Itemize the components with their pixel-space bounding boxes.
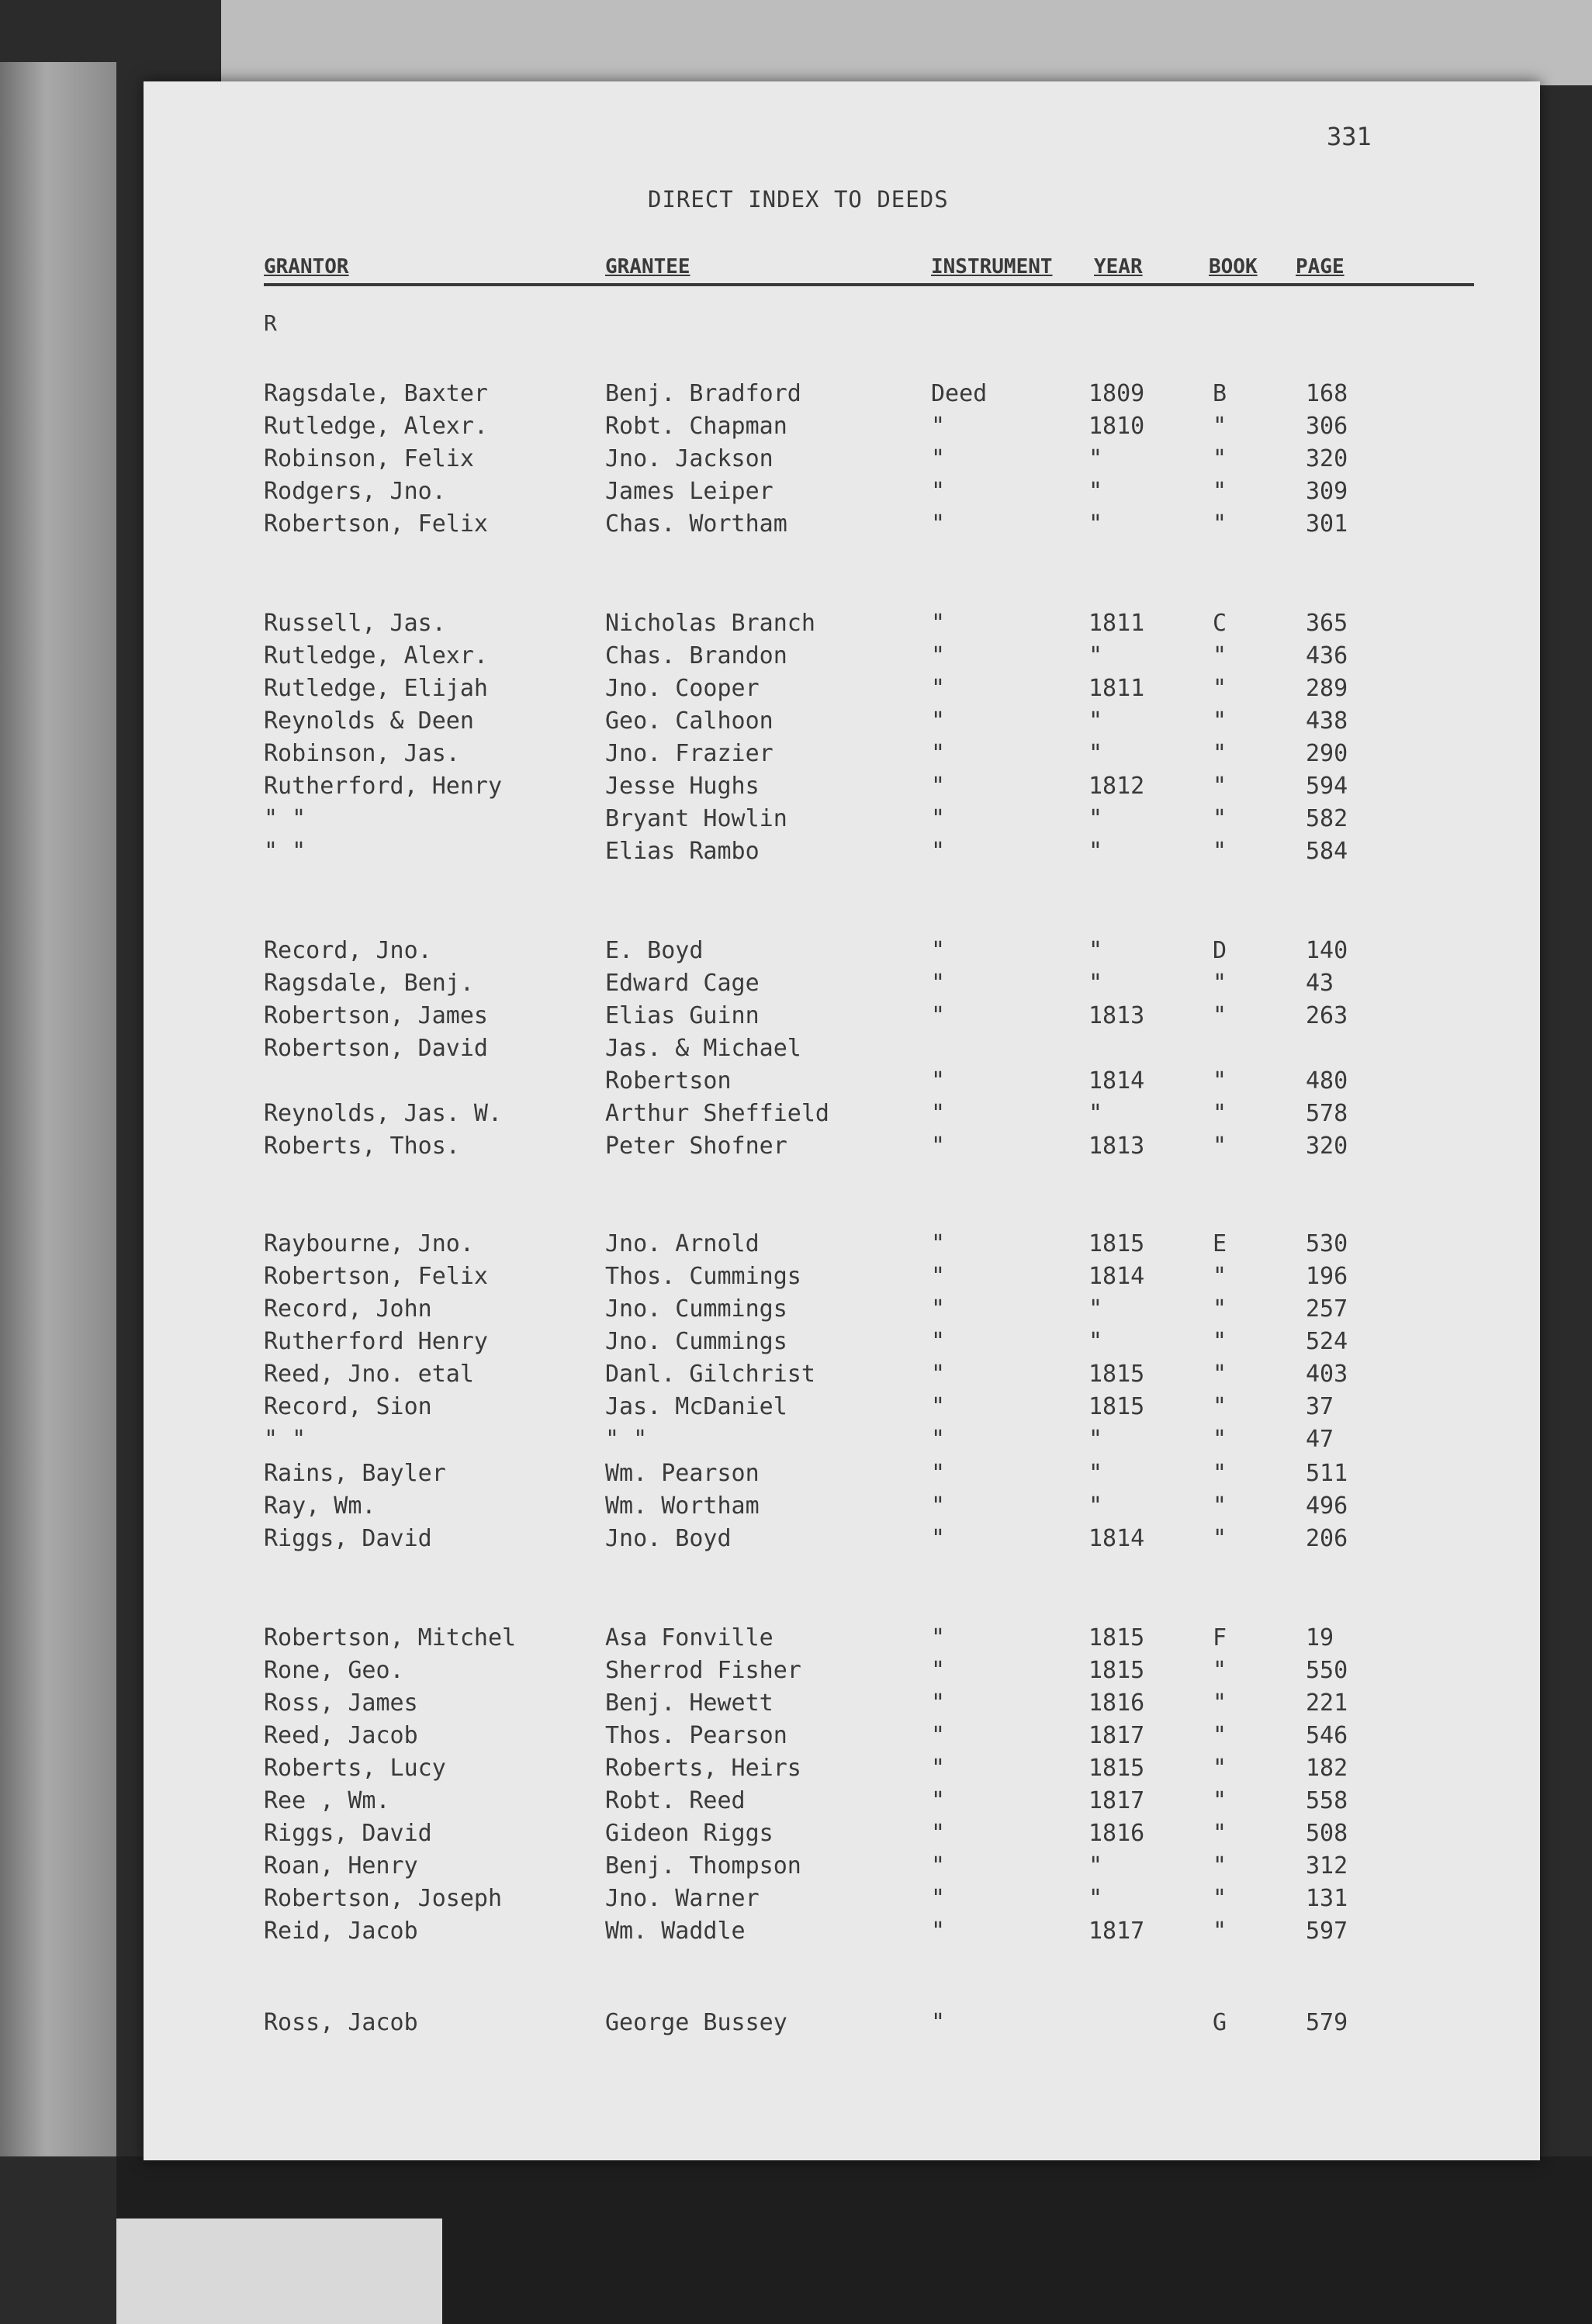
- cell-page: 579: [1306, 2009, 1348, 2036]
- table-row: [144, 1230, 1540, 1263]
- cell-instrument: ": [931, 413, 946, 440]
- cell-grantor: Robertson, Mitchel: [264, 1624, 517, 1651]
- cell-grantor: Rutherford Henry: [264, 1328, 488, 1355]
- table-row: [144, 1361, 1540, 1393]
- cell-page: 263: [1306, 1002, 1348, 1029]
- cell-book: ": [1213, 478, 1227, 505]
- cell-year: ": [1088, 805, 1103, 832]
- cell-book: ": [1213, 1918, 1227, 1945]
- cell-grantor: Robertson, James: [264, 1002, 488, 1029]
- cell-instrument: ": [931, 610, 946, 637]
- cell-grantee: Gideon Riggs: [605, 1820, 774, 1847]
- cell-page: 597: [1306, 1918, 1348, 1945]
- cell-instrument: ": [931, 1722, 946, 1749]
- table-row: [144, 1035, 1540, 1067]
- cell-year: ": [1088, 838, 1103, 865]
- cell-instrument: ": [931, 1295, 946, 1323]
- cell-grantee: Elias Guinn: [605, 1002, 760, 1029]
- table-row: [144, 1133, 1540, 1165]
- cell-grantee: Roberts, Heirs: [605, 1755, 801, 1782]
- cell-book: ": [1213, 838, 1227, 865]
- cell-book: ": [1213, 1689, 1227, 1717]
- cell-book: ": [1213, 1100, 1227, 1127]
- cell-page: 365: [1306, 610, 1348, 637]
- cell-page: 511: [1306, 1460, 1348, 1487]
- cell-grantee: Jno. Arnold: [605, 1230, 760, 1257]
- cell-page: 546: [1306, 1722, 1348, 1749]
- cell-grantee: Thos. Pearson: [605, 1722, 787, 1749]
- cell-book: ": [1213, 1295, 1227, 1323]
- cell-grantor: Rodgers, Jno.: [264, 478, 446, 505]
- cell-book: ": [1213, 1426, 1227, 1453]
- cell-grantee: Nicholas Branch: [605, 610, 815, 637]
- cell-page: 496: [1306, 1492, 1348, 1520]
- cell-grantee: Jno. Cooper: [605, 675, 760, 702]
- cell-grantee: " ": [605, 1426, 648, 1453]
- cell-year: 1817: [1088, 1918, 1145, 1945]
- cell-grantor: Rutherford, Henry: [264, 773, 503, 800]
- cell-instrument: ": [931, 707, 946, 735]
- cell-instrument: ": [931, 1460, 946, 1487]
- cell-instrument: ": [931, 1067, 946, 1095]
- cell-grantee: Jno. Warner: [605, 1885, 760, 1912]
- cell-page: 320: [1306, 1133, 1348, 1160]
- table-row: [144, 1295, 1540, 1328]
- cell-grantor: Robertson, Joseph: [264, 1885, 503, 1912]
- cell-book: G: [1213, 2009, 1227, 2036]
- cell-page: 168: [1306, 380, 1348, 407]
- cell-year: 1813: [1088, 1002, 1145, 1029]
- cell-book: ": [1213, 1755, 1227, 1782]
- table-row: [144, 445, 1540, 478]
- scan-bottom-card: [116, 2219, 442, 2324]
- cell-instrument: ": [931, 1002, 946, 1029]
- cell-year: 1809: [1088, 380, 1145, 407]
- cell-book: ": [1213, 1820, 1227, 1847]
- cell-book: ": [1213, 510, 1227, 538]
- cell-book: B: [1213, 380, 1227, 407]
- cell-book: ": [1213, 413, 1227, 440]
- table-row: [144, 1525, 1540, 1558]
- cell-grantee: Jno. Boyd: [605, 1525, 732, 1552]
- cell-page: 47: [1306, 1426, 1334, 1453]
- header-year: YEAR: [1094, 255, 1143, 278]
- adjacent-book-edge: [0, 62, 116, 2156]
- cell-instrument: ": [931, 1230, 946, 1257]
- cell-year: 1813: [1088, 1133, 1145, 1160]
- table-row: [144, 838, 1540, 870]
- cell-instrument: ": [931, 675, 946, 702]
- cell-grantor: Rains, Bayler: [264, 1460, 446, 1487]
- cell-grantee: Wm. Waddle: [605, 1918, 746, 1945]
- cell-grantee: Wm. Pearson: [605, 1460, 760, 1487]
- cell-year: 1811: [1088, 610, 1145, 637]
- cell-year: 1811: [1088, 675, 1145, 702]
- cell-year: 1817: [1088, 1787, 1145, 1814]
- cell-instrument: ": [931, 838, 946, 865]
- cell-instrument: ": [931, 1689, 946, 1717]
- table-row: [144, 1393, 1540, 1426]
- cell-grantee: Geo. Calhoon: [605, 707, 774, 735]
- table-row: [144, 1002, 1540, 1035]
- cell-year: 1814: [1088, 1263, 1145, 1290]
- cell-year: ": [1088, 1885, 1103, 1912]
- cell-year: 1814: [1088, 1525, 1145, 1552]
- cell-grantee: George Bussey: [605, 2009, 787, 2036]
- cell-page: 508: [1306, 1820, 1348, 1847]
- cell-instrument: ": [931, 740, 946, 767]
- cell-grantee: Sherrod Fisher: [605, 1657, 801, 1684]
- cell-grantee: Bryant Howlin: [605, 805, 787, 832]
- cell-instrument: ": [931, 1393, 946, 1420]
- cell-grantor: " ": [264, 1426, 306, 1453]
- cell-grantor: Reed, Jno. etal: [264, 1361, 474, 1388]
- cell-page: 582: [1306, 805, 1348, 832]
- cell-grantor: Roberts, Lucy: [264, 1755, 446, 1782]
- cell-instrument: ": [931, 642, 946, 669]
- cell-book: ": [1213, 1787, 1227, 1814]
- cell-instrument: ": [931, 1328, 946, 1355]
- table-row: [144, 1624, 1540, 1657]
- cell-book: ": [1213, 1393, 1227, 1420]
- cell-page: 403: [1306, 1361, 1348, 1388]
- cell-instrument: ": [931, 1852, 946, 1880]
- cell-grantee: Jno. Cummings: [605, 1328, 787, 1355]
- cell-grantee: Jas. & Michael: [605, 1035, 801, 1062]
- table-row: [144, 1328, 1540, 1361]
- cell-book: ": [1213, 1328, 1227, 1355]
- cell-year: ": [1088, 1328, 1103, 1355]
- table-row: [144, 413, 1540, 445]
- cell-grantee: Wm. Wortham: [605, 1492, 760, 1520]
- cell-grantor: Ray, Wm.: [264, 1492, 376, 1520]
- cell-book: ": [1213, 740, 1227, 767]
- cell-grantor: Reynolds & Deen: [264, 707, 474, 735]
- table-row: [144, 740, 1540, 773]
- cell-year: ": [1088, 445, 1103, 472]
- page-title: DIRECT INDEX TO DEEDS: [648, 186, 949, 213]
- cell-grantor: Reynolds, Jas. W.: [264, 1100, 503, 1127]
- cell-book: E: [1213, 1230, 1227, 1257]
- cell-page: 438: [1306, 707, 1348, 735]
- cell-book: ": [1213, 1361, 1227, 1388]
- cell-grantee: Arthur Sheffield: [605, 1100, 829, 1127]
- cell-grantor: Reed, Jacob: [264, 1722, 418, 1749]
- table-row: [144, 937, 1540, 970]
- cell-year: ": [1088, 970, 1103, 997]
- table-row: [144, 1820, 1540, 1852]
- cell-grantor: Rutledge, Alexr.: [264, 413, 488, 440]
- cell-book: ": [1213, 1002, 1227, 1029]
- cell-page: 301: [1306, 510, 1348, 538]
- cell-grantor: Record, John: [264, 1295, 432, 1323]
- cell-book: ": [1213, 1460, 1227, 1487]
- cell-grantor: Riggs, David: [264, 1820, 432, 1847]
- cell-book: ": [1213, 773, 1227, 800]
- cell-year: 1815: [1088, 1361, 1145, 1388]
- table-row: [144, 2009, 1540, 2042]
- table-row: [144, 773, 1540, 805]
- cell-grantee: Edward Cage: [605, 970, 760, 997]
- cell-page: 221: [1306, 1689, 1348, 1717]
- cell-year: 1816: [1088, 1820, 1145, 1847]
- cell-grantor: Robertson, Felix: [264, 510, 488, 538]
- cell-instrument: ": [931, 1657, 946, 1684]
- table-row: [144, 675, 1540, 707]
- cell-page: 480: [1306, 1067, 1348, 1095]
- cell-grantor: Raybourne, Jno.: [264, 1230, 474, 1257]
- table-row: [144, 1426, 1540, 1458]
- cell-grantee: Benj. Bradford: [605, 380, 801, 407]
- table-row: [144, 1460, 1540, 1492]
- table-row: [144, 1657, 1540, 1689]
- cell-year: 1815: [1088, 1755, 1145, 1782]
- cell-grantee: Jno. Cummings: [605, 1295, 787, 1323]
- cell-grantor: Robertson, Felix: [264, 1263, 488, 1290]
- cell-grantor: Roan, Henry: [264, 1852, 418, 1880]
- table-row: [144, 1492, 1540, 1525]
- cell-grantor: Robertson, David: [264, 1035, 488, 1062]
- cell-grantee: Thos. Cummings: [605, 1263, 801, 1290]
- table-row: [144, 610, 1540, 642]
- cell-page: 306: [1306, 413, 1348, 440]
- cell-grantor: Reid, Jacob: [264, 1918, 418, 1945]
- document-page: [144, 81, 1540, 2160]
- cell-page: 182: [1306, 1755, 1348, 1782]
- table-row: [144, 1722, 1540, 1755]
- cell-book: F: [1213, 1624, 1227, 1651]
- table-row: [144, 1100, 1540, 1133]
- table-row: [144, 1918, 1540, 1950]
- cell-year: 1815: [1088, 1393, 1145, 1420]
- cell-instrument: ": [931, 510, 946, 538]
- cell-book: ": [1213, 1722, 1227, 1749]
- table-row: [144, 1689, 1540, 1722]
- cell-grantee: Robertson: [605, 1067, 732, 1095]
- cell-instrument: Deed: [931, 380, 988, 407]
- cell-year: ": [1088, 937, 1103, 964]
- cell-book: ": [1213, 1067, 1227, 1095]
- cell-book: D: [1213, 937, 1227, 964]
- table-row: [144, 1852, 1540, 1885]
- cell-book: ": [1213, 445, 1227, 472]
- table-row: [144, 1263, 1540, 1295]
- table-row: [144, 970, 1540, 1002]
- cell-grantor: Rutledge, Alexr.: [264, 642, 488, 669]
- cell-instrument: ": [931, 1624, 946, 1651]
- cell-year: 1814: [1088, 1067, 1145, 1095]
- section-letter: R: [264, 310, 277, 336]
- table-row: [144, 707, 1540, 740]
- cell-year: 1816: [1088, 1689, 1145, 1717]
- cell-grantee: Jno. Frazier: [605, 740, 774, 767]
- cell-page: 37: [1306, 1393, 1334, 1420]
- header-grantee: GRANTEE: [605, 255, 690, 278]
- cell-instrument: ": [931, 1361, 946, 1388]
- cell-year: 1815: [1088, 1624, 1145, 1651]
- cell-year: 1812: [1088, 773, 1145, 800]
- cell-grantor: Roberts, Thos.: [264, 1133, 460, 1160]
- cell-page: 196: [1306, 1263, 1348, 1290]
- cell-page: 436: [1306, 642, 1348, 669]
- cell-grantee: Danl. Gilchrist: [605, 1361, 815, 1388]
- cell-page: 290: [1306, 740, 1348, 767]
- cell-book: ": [1213, 707, 1227, 735]
- cell-grantor: Ragsdale, Benj.: [264, 970, 474, 997]
- cell-year: ": [1088, 1295, 1103, 1323]
- cell-page: 550: [1306, 1657, 1348, 1684]
- cell-grantee: Benj. Hewett: [605, 1689, 774, 1717]
- cell-instrument: ": [931, 1492, 946, 1520]
- cell-page: 578: [1306, 1100, 1348, 1127]
- cell-book: ": [1213, 1492, 1227, 1520]
- cell-book: ": [1213, 1263, 1227, 1290]
- cell-grantee: Elias Rambo: [605, 838, 760, 865]
- header-page: PAGE: [1296, 255, 1345, 278]
- cell-grantor: " ": [264, 805, 306, 832]
- cell-instrument: ": [931, 478, 946, 505]
- cell-book: ": [1213, 642, 1227, 669]
- table-row: [144, 1755, 1540, 1787]
- cell-page: 140: [1306, 937, 1348, 964]
- cell-grantee: Jesse Hughs: [605, 773, 760, 800]
- cell-instrument: ": [931, 937, 946, 964]
- cell-book: ": [1213, 1885, 1227, 1912]
- table-row: [144, 642, 1540, 675]
- cell-page: 558: [1306, 1787, 1348, 1814]
- cell-year: ": [1088, 1100, 1103, 1127]
- cell-grantee: Chas. Wortham: [605, 510, 787, 538]
- cell-instrument: ": [931, 1133, 946, 1160]
- cell-year: ": [1088, 1492, 1103, 1520]
- cell-page: 584: [1306, 838, 1348, 865]
- cell-grantor: Russell, Jas.: [264, 610, 446, 637]
- cell-page: 131: [1306, 1885, 1348, 1912]
- header-grantor: GRANTOR: [264, 255, 349, 278]
- cell-book: ": [1213, 805, 1227, 832]
- cell-page: 530: [1306, 1230, 1348, 1257]
- cell-page: 594: [1306, 773, 1348, 800]
- cell-grantor: Rutledge, Elijah: [264, 675, 488, 702]
- cell-year: 1815: [1088, 1230, 1145, 1257]
- cell-page: 19: [1306, 1624, 1334, 1651]
- cell-instrument: ": [931, 1755, 946, 1782]
- cell-book: ": [1213, 970, 1227, 997]
- cell-year: ": [1088, 510, 1103, 538]
- cell-grantor: Ross, James: [264, 1689, 418, 1717]
- cell-page: 43: [1306, 970, 1334, 997]
- cell-page: 309: [1306, 478, 1348, 505]
- table-row: [144, 478, 1540, 510]
- cell-instrument: ": [931, 1820, 946, 1847]
- cell-year: ": [1088, 707, 1103, 735]
- cell-grantor: Ree , Wm.: [264, 1787, 390, 1814]
- cell-grantor: Ragsdale, Baxter: [264, 380, 488, 407]
- cell-grantor: Riggs, David: [264, 1525, 432, 1552]
- cell-book: ": [1213, 1657, 1227, 1684]
- cell-year: ": [1088, 642, 1103, 669]
- cell-grantor: Robinson, Jas.: [264, 740, 460, 767]
- cell-year: ": [1088, 1852, 1103, 1880]
- cell-year: 1815: [1088, 1657, 1145, 1684]
- cell-instrument: ": [931, 1885, 946, 1912]
- cell-grantor: Robinson, Felix: [264, 445, 474, 472]
- header-book: BOOK: [1209, 255, 1258, 278]
- cell-grantee: Robt. Chapman: [605, 413, 787, 440]
- cell-book: ": [1213, 675, 1227, 702]
- cell-year: 1817: [1088, 1722, 1145, 1749]
- cell-grantor: Record, Sion: [264, 1393, 432, 1420]
- cell-instrument: ": [931, 970, 946, 997]
- cell-instrument: ": [931, 805, 946, 832]
- cell-page: 206: [1306, 1525, 1348, 1552]
- cell-year: ": [1088, 478, 1103, 505]
- cell-year: ": [1088, 1460, 1103, 1487]
- column-header-row: [264, 252, 1474, 286]
- cell-grantor: Record, Jno.: [264, 937, 432, 964]
- cell-instrument: ": [931, 1426, 946, 1453]
- table-row: [144, 380, 1540, 413]
- cell-book: ": [1213, 1525, 1227, 1552]
- cell-instrument: ": [931, 1787, 946, 1814]
- cell-grantee: Jno. Jackson: [605, 445, 774, 472]
- cell-grantee: Peter Shofner: [605, 1133, 787, 1160]
- cell-page: 312: [1306, 1852, 1348, 1880]
- cell-page: 524: [1306, 1328, 1348, 1355]
- cell-instrument: ": [931, 445, 946, 472]
- cell-grantee: Asa Fonville: [605, 1624, 774, 1651]
- cell-grantee: E. Boyd: [605, 937, 704, 964]
- cell-grantee: Chas. Brandon: [605, 642, 787, 669]
- table-row: [144, 1787, 1540, 1820]
- cell-grantee: Robt. Reed: [605, 1787, 746, 1814]
- table-row: [144, 1067, 1540, 1100]
- cell-instrument: ": [931, 1100, 946, 1127]
- cell-instrument: ": [931, 1263, 946, 1290]
- cell-year: ": [1088, 740, 1103, 767]
- cell-page: 257: [1306, 1295, 1348, 1323]
- cell-year: 1810: [1088, 413, 1145, 440]
- binder-top-edge: [221, 0, 1592, 85]
- cell-book: ": [1213, 1852, 1227, 1880]
- header-instrument: INSTRUMENT: [931, 255, 1053, 278]
- table-row: [144, 1885, 1540, 1918]
- cell-grantor: Ross, Jacob: [264, 2009, 418, 2036]
- cell-instrument: ": [931, 1525, 946, 1552]
- page-number: 331: [1327, 122, 1372, 151]
- cell-instrument: ": [931, 773, 946, 800]
- cell-page: 320: [1306, 445, 1348, 472]
- cell-grantee: Jas. McDaniel: [605, 1393, 787, 1420]
- cell-grantor: " ": [264, 838, 306, 865]
- cell-instrument: ": [931, 2009, 946, 2036]
- cell-page: 289: [1306, 675, 1348, 702]
- cell-grantee: James Leiper: [605, 478, 774, 505]
- cell-instrument: ": [931, 1918, 946, 1945]
- cell-grantor: Rone, Geo.: [264, 1657, 404, 1684]
- table-row: [144, 510, 1540, 543]
- cell-grantee: Benj. Thompson: [605, 1852, 801, 1880]
- table-row: [144, 805, 1540, 838]
- cell-book: ": [1213, 1133, 1227, 1160]
- cell-book: C: [1213, 610, 1227, 637]
- cell-year: ": [1088, 1426, 1103, 1453]
